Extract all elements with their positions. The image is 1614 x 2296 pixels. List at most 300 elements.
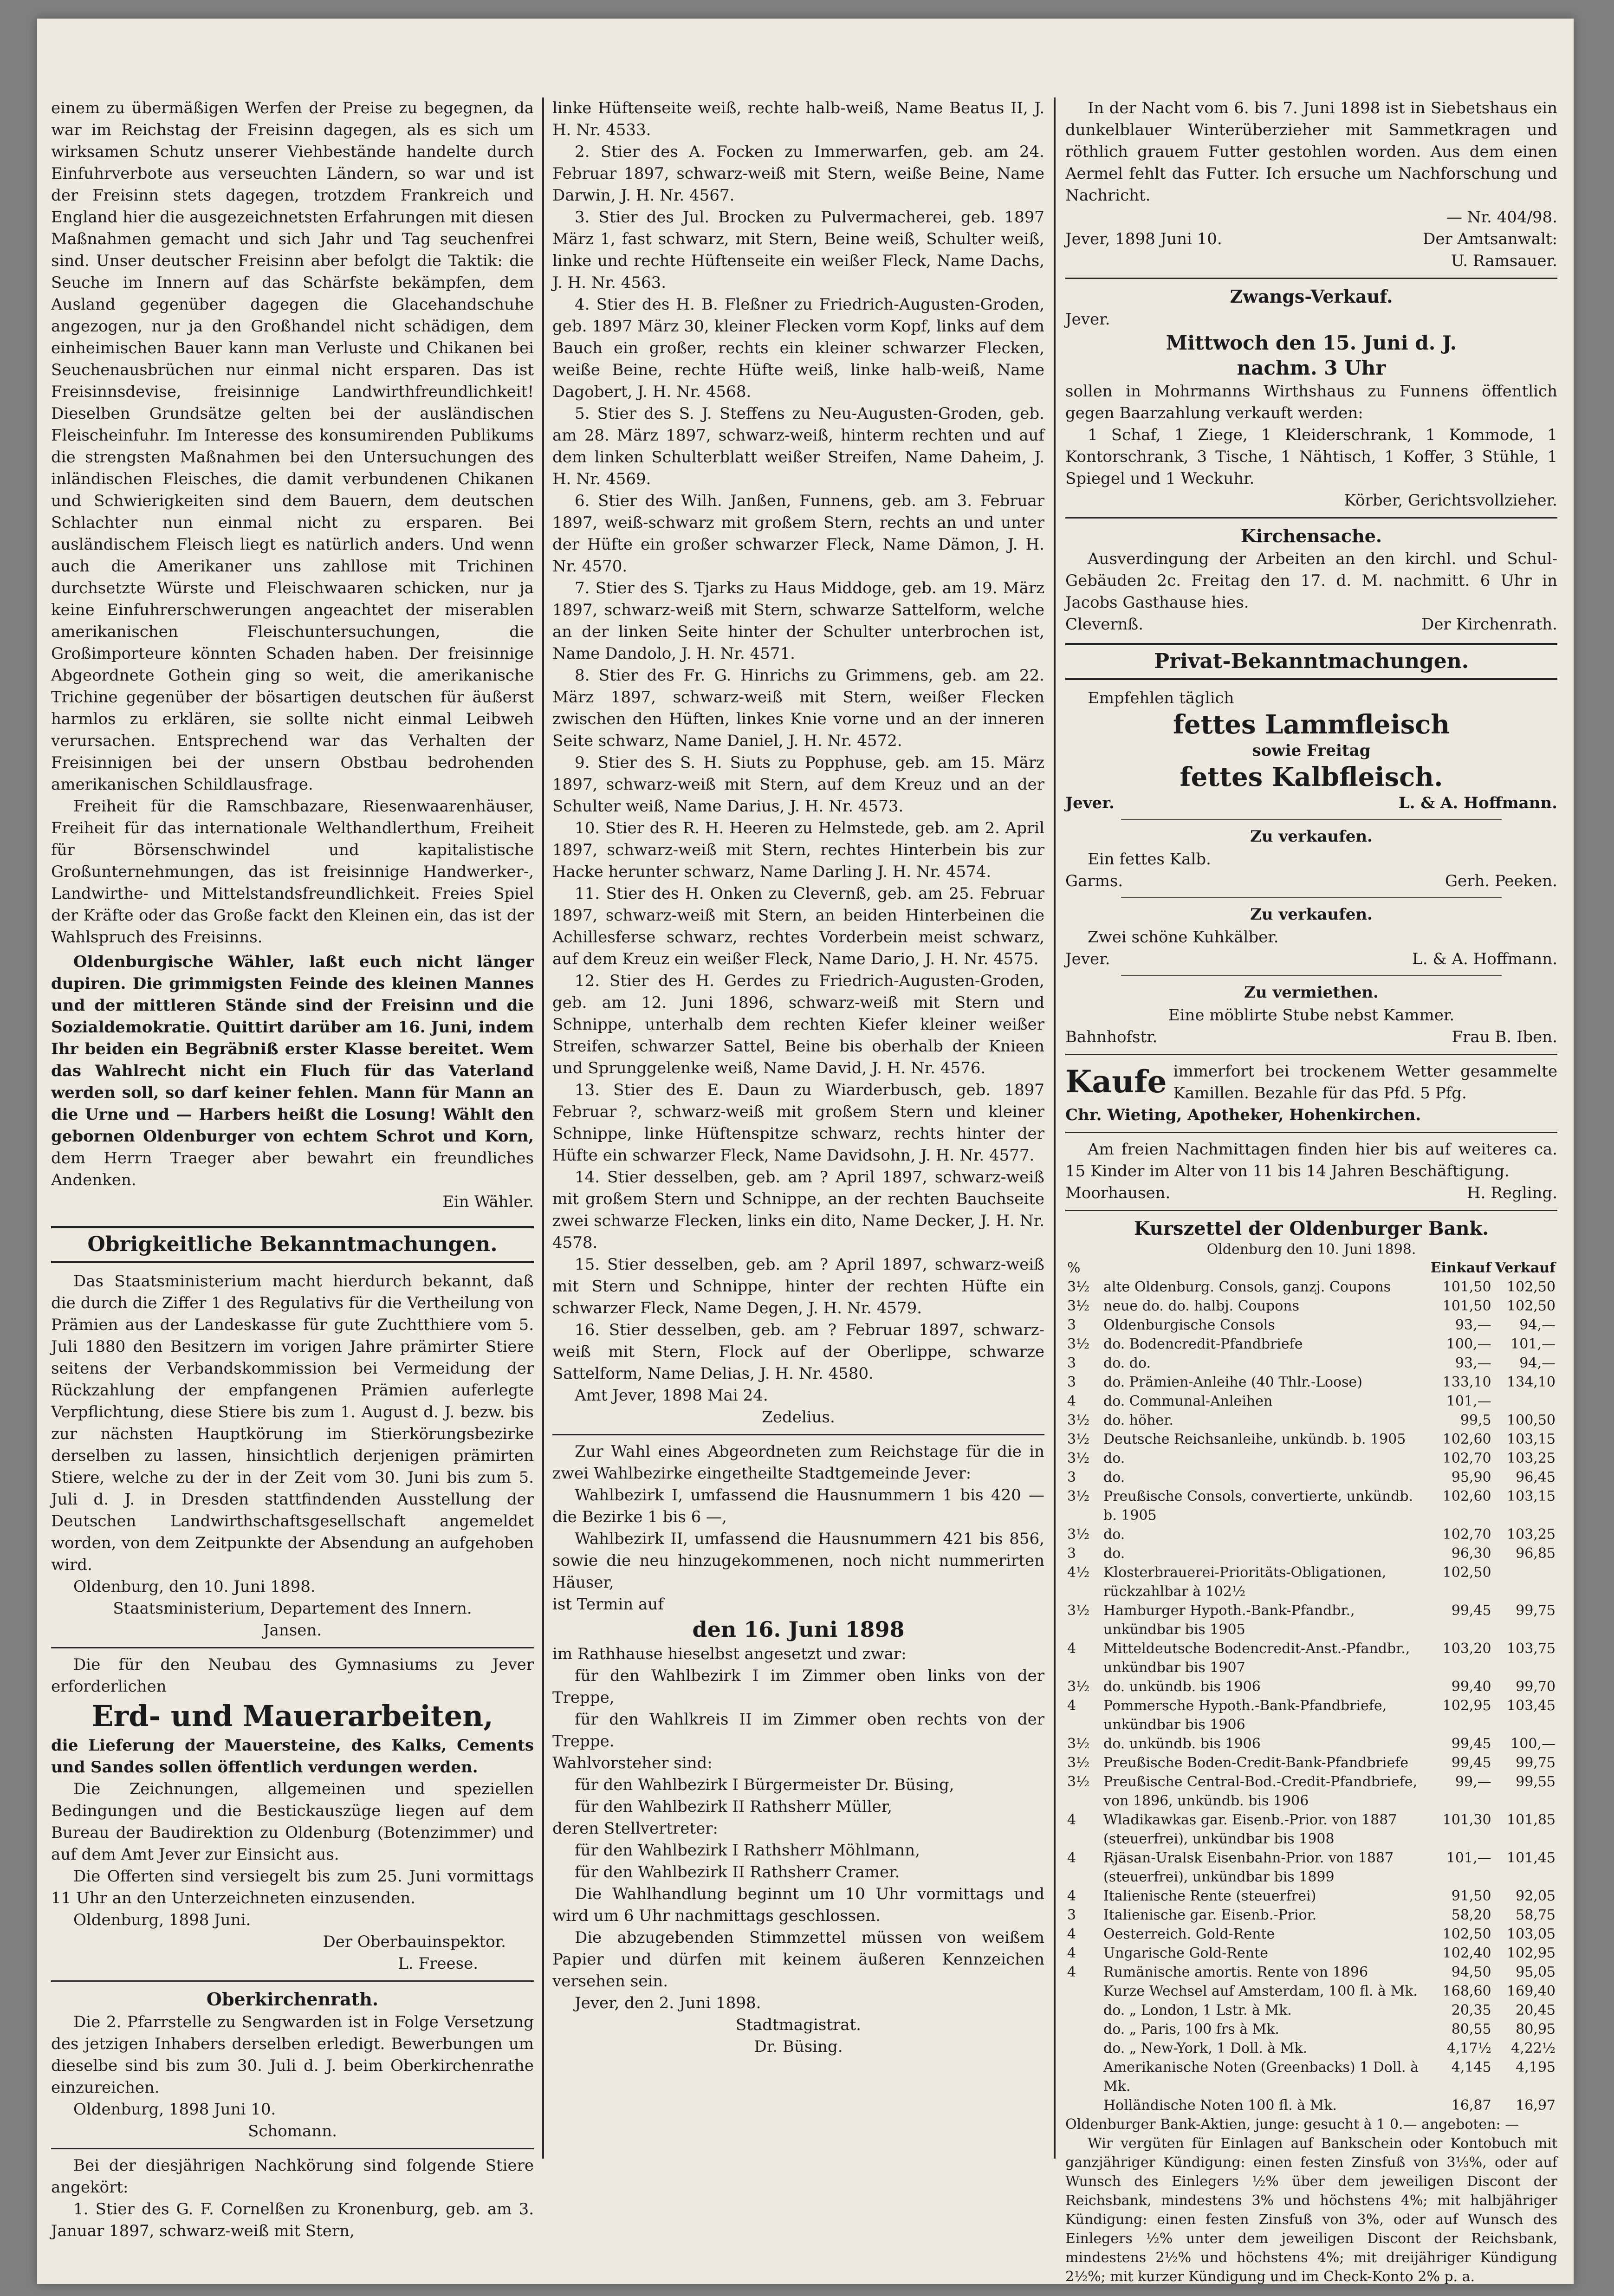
divider xyxy=(51,2148,534,2149)
signature: Ein Wähler. xyxy=(442,1193,534,1211)
newspaper-page xyxy=(37,19,1574,2284)
kurs-rate: 4 xyxy=(1067,1812,1076,1828)
list-item: 4. Stier des H. B. Fleßner zu Friedrich-Augusten-Groden, geb. 1897 März 30, kleiner Flecken vorm Kopf, links auf dem Bauch ein großer, rechts ein kleiner schwarzer Flecken, weiße Beine, rechte Hüfte weiß, linke halb-weiß, Name Dagobert, J. H. Nr. 4568. xyxy=(552,295,1044,401)
kurs-security: do. xyxy=(1103,1469,1125,1485)
kurs-sell: 101,45 xyxy=(1507,1850,1556,1866)
kurs-rate: 3½ xyxy=(1067,1431,1090,1447)
ad-text: Am freien Nachmittagen finden hier bis auf weiteres ca. 15 Kinder im Alter von 11 bis 14 Jahren Beschäftigung. xyxy=(1065,1140,1557,1180)
column-rule xyxy=(542,97,544,2159)
notice-text: Wahlbezirk I, umfassend die Hausnummern 1 bis 420 — die Bezirke 1 bis 6 —, xyxy=(552,1486,1044,1526)
table-row xyxy=(1065,1753,1557,1772)
kurs-buy: 99,— xyxy=(1455,1774,1491,1790)
kurs-security: do. unkündb. bis 1906 xyxy=(1103,1736,1261,1752)
ad-footer xyxy=(1065,1182,1557,1204)
kurs-sell: 96,85 xyxy=(1516,1545,1556,1562)
column-right xyxy=(1065,97,1557,2286)
kurs-sell: 103,15 xyxy=(1507,1431,1556,1447)
list-item: 12. Stier des H. Gerdes zu Friedrich-Augusten-Groden, geb. am 12. Juni 1896, schwarz-weiß mit Stern und Schnippe, unterhalb dem rechten Kiefer kleiner weißer Streifen, schwarzer Sattel, Beine bis oberhalb der Knieen und Sprunggelenke weiß, Name David, J. H. Nr. 4576. xyxy=(552,972,1044,1077)
kurs-buy: 80,55 xyxy=(1451,2021,1491,2037)
list-item: 16. Stier desselben, geb. am ? Februar 1897, schwarz-weiß mit Stern, Flock auf der Oberlippe, schwarze Sattelform, Name Delias, J. H. Nr. 4580. xyxy=(552,1321,1044,1383)
ad-text: immerfort bei trockenem Wetter gesammelte Kamillen. Bezahle für das Pfd. 5 Pfg. xyxy=(1173,1062,1557,1103)
table-row xyxy=(1065,1734,1557,1753)
table-row xyxy=(1065,1335,1557,1354)
notice-place: Clevernß. xyxy=(1065,615,1144,634)
table-row xyxy=(1065,1848,1557,1887)
notice-text: für den Wahlbezirk II Rathsherr Cramer. xyxy=(575,1863,900,1881)
kurs-rate: 3½ xyxy=(1067,1679,1090,1695)
kurs-buy: 102,50 xyxy=(1442,1926,1491,1942)
kurs-security: Oesterreich. Gold-Rente xyxy=(1103,1926,1275,1942)
kurs-security: Amerikanische Noten (Greenbacks) 1 Doll. à Mk. xyxy=(1103,2059,1419,2095)
ad-title: fettes Lammfleisch xyxy=(1173,709,1450,740)
section-heading: Obrigkeitliche Bekanntmachungen. xyxy=(51,1226,534,1263)
kurs-security: neue do. do. halbj. Coupons xyxy=(1103,1298,1300,1314)
table-row xyxy=(1065,1601,1557,1639)
divider xyxy=(1065,1132,1557,1133)
notice-date: Oldenburg, 1898 Juni 10. xyxy=(73,2100,276,2119)
kurs-sell: 103,75 xyxy=(1507,1641,1556,1657)
kurs-security: Wladikawkas gar. Eisenb.-Prior. von 1887 (steuerfrei), unkündbar bis 1908 xyxy=(1103,1812,1397,1847)
kurs-sell: 4,195 xyxy=(1516,2059,1556,2075)
ad-place: Jever. xyxy=(1065,950,1110,968)
kurs-sell: 94,— xyxy=(1519,1317,1556,1333)
kurs-rate: 4 xyxy=(1067,1393,1076,1409)
notice-text: ist Termin auf xyxy=(552,1595,664,1614)
notice-text: für den Wahlbezirk I Bürgermeister Dr. Büsing, xyxy=(575,1776,954,1794)
kurs-buy: 133,10 xyxy=(1442,1374,1491,1390)
kurs-security: do. „ New-York, 1 Doll. à Mk. xyxy=(1103,2040,1308,2056)
kurs-sell: 169,40 xyxy=(1507,1983,1556,1999)
table-row xyxy=(1065,1487,1557,1525)
kurs-security: Preußische Boden-Credit-Bank-Pfandbriefe xyxy=(1103,1755,1409,1771)
notice-date: Oldenburg, 1898 Juni. xyxy=(73,1911,251,1929)
kurs-security: Deutsche Reichsanleihe, unkündb. b. 1905 xyxy=(1103,1431,1406,1447)
divider xyxy=(552,1434,1044,1435)
kurs-security: do. unkündb. bis 1906 xyxy=(1103,1679,1261,1695)
notice-place: Jever. xyxy=(1065,310,1110,329)
list-item: 5. Stier des S. J. Steffens zu Neu-Augusten-Groden, geb. am 28. März 1897, schwarz-weiß, hinterm rechten und auf dem linken Schulterblatt weißer Streifen, Name Daheim, J. H. Nr. 4569. xyxy=(552,404,1044,488)
notice-text: deren Stellvertreter: xyxy=(552,1819,718,1838)
kurs-sell: 101,— xyxy=(1510,1336,1556,1352)
list-item: 2. Stier des A. Focken zu Immerwarfen, geb. am 24. Februar 1897, schwarz-weiß mit Stern, weiße Beine, Name Darwin, J. H. Nr. 4567. xyxy=(552,143,1044,205)
notice-authority: Staatsministerium, Departement des Innern. xyxy=(113,1599,472,1618)
ad-footer xyxy=(1065,870,1557,892)
section-heading: Oberkirchenrath. xyxy=(206,1989,379,2010)
kurs-security: Mitteldeutsche Bodencredit-Anst.-Pfandbr., unkündbar bis 1907 xyxy=(1103,1641,1410,1676)
kurs-sell: 94,— xyxy=(1519,1355,1556,1371)
kurs-security: Italienische gar. Eisenb.-Prior. xyxy=(1103,1907,1317,1923)
kurs-security: do. höher. xyxy=(1103,1412,1173,1428)
table-row xyxy=(1065,1906,1557,1925)
kurs-rate: 3 xyxy=(1067,1545,1076,1562)
table-row xyxy=(1065,2039,1557,2058)
ad-sign: Chr. Wieting, Apotheker, Hohenkirchen. xyxy=(1065,1106,1421,1124)
kurs-security: alte Oldenburg. Consols, ganzj. Coupons xyxy=(1103,1279,1391,1295)
list-item: 15. Stier desselben, geb. am ? April 1897, schwarz-weiß mit Stern und Schnippe, hinter der rechten Hüfte ein schwarzer Fleck, Name Degen, J. H. Nr. 4579. xyxy=(552,1255,1044,1317)
kurs-note: Wir vergüten für Einlagen auf Bankschein oder Kontobuch mit ganzjähriger Kündigung: einen festen Zinsfuß von 3⅓%, oder auf Wunsch des Einlegers ½% über dem jeweiligen Discont der Reichsbank, mindestens 3% und höchstens 4%; mit halbjähriger Kündigung: einen festen Zinsfuß von 3%, oder auf Wunsch des Einlegers ½% unter dem jeweiligen Discont der Reichsbank, mindestens 2½% und höchstens 4%; mit dreijähriger Kündigung 2½%; mit kurzer Kündigung und im Check-Konto 2% p. a. xyxy=(1065,2135,1557,2285)
kurs-sell xyxy=(1493,1392,1557,1411)
ad-heading: Zu vermiethen. xyxy=(1244,983,1379,1002)
table-row xyxy=(1065,1963,1557,1982)
ad-place: Garms. xyxy=(1065,872,1123,890)
notice-text: für den Wahlbezirk II Rathsherr Müller, xyxy=(575,1797,893,1816)
divider xyxy=(1121,819,1502,820)
ad-sign: L. & A. Hoffmann. xyxy=(1412,950,1557,968)
ad-sign: L. & A. Hoffmann. xyxy=(1398,794,1557,812)
kurs-buy: 99,45 xyxy=(1451,1602,1491,1619)
kurs-buy: 16,87 xyxy=(1451,2097,1491,2114)
kurs-rate: 3½ xyxy=(1067,1736,1090,1752)
kurs-buy: 102,70 xyxy=(1442,1450,1491,1466)
kurs-rate xyxy=(1065,2039,1102,2058)
auction-date: Mittwoch den 15. Juni d. J. xyxy=(1166,331,1457,354)
kurs-sell: 92,05 xyxy=(1516,1888,1556,1904)
kurs-rate xyxy=(1065,1982,1102,2001)
table-row xyxy=(1065,2001,1557,2020)
kurs-security: Ungarische Gold-Rente xyxy=(1103,1945,1268,1961)
kurs-rate xyxy=(1065,2096,1102,2115)
kurs-buy: 101,— xyxy=(1446,1850,1491,1866)
ad-kaufe xyxy=(1065,1061,1557,1104)
kurs-sell: 95,05 xyxy=(1516,1964,1556,1980)
kurs-rate: 3½ xyxy=(1067,1774,1090,1790)
table-row xyxy=(1065,1373,1557,1392)
kurs-sell: 99,75 xyxy=(1516,1755,1556,1771)
notice-text: die Lieferung der Mauersteine, des Kalks, Cements und Sandes sollen öffentlich verdungen werden. xyxy=(51,1736,534,1777)
kurs-sell: 103,45 xyxy=(1507,1698,1556,1714)
signature: Der Kirchenrath. xyxy=(1421,615,1557,634)
table-row xyxy=(1065,1887,1557,1906)
ad-heading: Zu verkaufen. xyxy=(1250,827,1373,846)
ad-sign: Frau B. Iben. xyxy=(1452,1028,1557,1046)
column-rule xyxy=(1054,97,1056,2159)
kurs-sell: 103,05 xyxy=(1507,1926,1556,1942)
table-row xyxy=(1065,1696,1557,1734)
kurs-rate: 4 xyxy=(1067,1698,1076,1714)
kurs-buy: 95,90 xyxy=(1451,1469,1491,1485)
kurs-rate xyxy=(1065,2058,1102,2096)
table-row xyxy=(1065,1411,1557,1430)
notice-text: Wahlvorsteher sind: xyxy=(552,1754,713,1772)
kurs-security: Preußische Consols, convertierte, unkündb. b. 1905 xyxy=(1103,1488,1413,1524)
notice-text: für den Wahlbezirk I Rathsherr Möhlmann, xyxy=(575,1841,920,1860)
kurs-buy: 99,45 xyxy=(1451,1755,1491,1771)
kurs-buy: 102,60 xyxy=(1442,1431,1491,1447)
ad-sign: Gerh. Peeken. xyxy=(1445,872,1557,890)
kurs-buy: 94,50 xyxy=(1451,1964,1491,1980)
auction-time: nachm. 3 Uhr xyxy=(1237,357,1386,379)
kurs-security: Kurze Wechsel auf Amsterdam, 100 fl. à Mk. xyxy=(1103,1983,1418,1999)
notice-authority: Der Amtsanwalt: xyxy=(1423,230,1557,248)
divider xyxy=(1065,1054,1557,1055)
list-item: 8. Stier des Fr. G. Hinrichs zu Grimmens, geb. am 22. März 1897, schwarz-weiß mit Stern, weißer Flecken zwischen den Hüften, linkes Knie vorne und an der inneren Seite schwarz, Name Daniel, J. H. Nr. 4572. xyxy=(552,666,1044,750)
list-item: 11. Stier des H. Onken zu Clevernß, geb. am 25. Februar 1897, schwarz-weiß mit Stern, an beiden Hinterbeinen die Achillesferse schwarz, rechtes Vorderbein meist schwarz, auf dem Kreuz ein weißer Fleck, Name Dario, J. H. Nr. 4575. xyxy=(552,884,1044,968)
kurs-security: Oldenburgische Consols xyxy=(1103,1317,1275,1333)
notice-text: Wahlbezirk II, umfassend die Hausnummern 421 bis 856, sowie die neu hinzugekommenen, noch nicht nummerirten Häuser, xyxy=(552,1530,1044,1592)
kurs-buy: 102,60 xyxy=(1442,1488,1491,1505)
kurszettel-table xyxy=(1065,1258,1557,2115)
kurs-sell: 102,50 xyxy=(1507,1298,1556,1314)
table-row xyxy=(1065,2020,1557,2039)
kurs-rate: 3 xyxy=(1067,1317,1076,1333)
kurs-rate: 4½ xyxy=(1067,1564,1090,1581)
kurs-buy: 101,30 xyxy=(1442,1812,1491,1828)
ad-footer xyxy=(1065,792,1557,814)
kurs-sell: 99,70 xyxy=(1516,1679,1556,1695)
table-row xyxy=(1065,1525,1557,1544)
kurs-sell: 99,55 xyxy=(1516,1774,1556,1790)
notice-text: Die Offerten sind versiegelt bis zum 25. Juni vormittags 11 Uhr an den Unterzeichneten einzusenden. xyxy=(51,1867,534,1907)
kurs-sell: 96,45 xyxy=(1516,1469,1556,1485)
kurs-security: do. Prämien-Anleihe (40 Thlr.-Loose) xyxy=(1103,1374,1362,1390)
kurs-rate xyxy=(1065,2001,1102,2020)
list-item: 3. Stier des Jul. Brocken zu Pulvermacherei, geb. 1897 März 1, fast schwarz, mit Stern, Beine weiß, Schulter weiß, linke und rechte Hüftenseite ein weißer Fleck, Name Dachs, J. H. Nr. 4563. xyxy=(552,208,1044,292)
kurs-security: Italienische Rente (steuerfrei) xyxy=(1103,1888,1316,1904)
election-date: den 16. Juni 1898 xyxy=(692,1617,905,1642)
notice-text: Die abzugebenden Stimmzettel müssen von weißem Papier und dürfen mit keinem äußeren Kennzeichen versehen sein. xyxy=(552,1928,1044,1991)
kurs-rate: 3½ xyxy=(1067,1412,1090,1428)
kurs-sell: 80,95 xyxy=(1516,2021,1556,2037)
kurs-security: Pommersche Hypoth.-Bank-Pfandbriefe, unkündbar bis 1906 xyxy=(1103,1698,1387,1733)
kurs-rate: 4 xyxy=(1067,1926,1076,1942)
divider xyxy=(1121,975,1502,976)
table-row xyxy=(1065,1925,1557,1944)
kurs-rate: 4 xyxy=(1067,1641,1076,1657)
kurs-rate: 4 xyxy=(1067,1945,1076,1961)
ad-title: fettes Kalbfleisch. xyxy=(1180,762,1443,792)
notice-authority: Stadtmagistrat. xyxy=(736,2016,861,2034)
notice-text: für den Wahlbezirk I im Zimmer oben links von der Treppe, xyxy=(552,1667,1044,1707)
kurs-rate: 3½ xyxy=(1067,1488,1090,1505)
kurs-rate: 3 xyxy=(1067,1374,1076,1390)
section-heading: Kirchensache. xyxy=(1240,525,1382,546)
kurs-buy: 102,95 xyxy=(1442,1698,1491,1714)
table-row xyxy=(1065,1677,1557,1696)
kurs-buy: 20,35 xyxy=(1451,2002,1491,2018)
notice-date: Jever, den 2. Juni 1898. xyxy=(575,1994,761,2012)
kurs-security: Rjäsan-Uralsk Eisenbahn-Prior. von 1887 (steuerfrei), unkündbar bis 1899 xyxy=(1103,1850,1394,1885)
ad-footer xyxy=(1065,1026,1557,1048)
kurs-security: do. Communal-Anleihen xyxy=(1103,1393,1273,1409)
notice-number: — Nr. 404/98. xyxy=(1446,208,1557,227)
table-row xyxy=(1065,1449,1557,1468)
kurs-sell: 102,50 xyxy=(1507,1279,1556,1295)
kurs-security: do. do. xyxy=(1103,1355,1151,1371)
ad-text: sowie Freitag xyxy=(1252,741,1371,760)
kurs-security: Preußische Central-Bod.-Credit-Pfandbriefe, von 1896, unkündb. bis 1906 xyxy=(1103,1774,1418,1809)
kurs-buy: 96,30 xyxy=(1451,1545,1491,1562)
divider xyxy=(1065,278,1557,279)
notice-date: Jever, 1898 Juni 10. xyxy=(1065,230,1222,248)
table-row xyxy=(1065,1982,1557,2001)
kurs-rate: 4 xyxy=(1067,1850,1076,1866)
list-item: 6. Stier des Wilh. Janßen, Funnens, geb. am 3. Februar 1897, weiß-schwarz mit großem Stern, rechts an und unter der Hüfte ein großer schwarzer Fleck, Name Dämon, J. H. Nr. 4570. xyxy=(552,492,1044,576)
notice-text: sollen in Mohrmanns Wirthshaus zu Funnens öffentlich gegen Baarzahlung verkauft werden: xyxy=(1065,382,1557,422)
kurs-sell: 102,95 xyxy=(1507,1945,1556,1961)
table-row xyxy=(1065,1316,1557,1335)
notice-text: Die Wahlhandlung beginnt um 10 Uhr vormittags und wird um 6 Uhr nachmittags geschlossen. xyxy=(552,1885,1044,1925)
table-row xyxy=(1065,2096,1557,2115)
kurs-buy: 103,20 xyxy=(1442,1641,1491,1657)
kurs-buy: 101,50 xyxy=(1442,1279,1491,1295)
kurs-buy: 99,40 xyxy=(1451,1679,1491,1695)
kurs-buy: 99,5 xyxy=(1460,1412,1491,1428)
kurs-sell: 16,97 xyxy=(1516,2097,1556,2114)
kurs-security: do. Bodencredit-Pfandbriefe xyxy=(1103,1336,1303,1352)
kurs-security: do. xyxy=(1103,1526,1125,1543)
kurs-sell: 4,22½ xyxy=(1511,2040,1556,2056)
kurs-sell: 99,75 xyxy=(1516,1602,1556,1619)
notice-text: Zur Wahl eines Abgeordneten zum Reichstage für die in zwei Wahlbezirke eingetheilte Stadtgemeinde Jever: xyxy=(552,1442,1044,1483)
kurs-rate: 3½ xyxy=(1067,1526,1090,1543)
kurs-buy: 101,— xyxy=(1446,1393,1491,1409)
table-row xyxy=(1065,1639,1557,1677)
ad-place: Bahnhofstr. xyxy=(1065,1028,1158,1046)
kurs-sell: 103,15 xyxy=(1507,1488,1556,1505)
kurs-buy: 4,145 xyxy=(1451,2059,1491,2075)
ad-footer xyxy=(1065,948,1557,970)
ad-heading: Zu verkaufen. xyxy=(1250,905,1373,924)
table-row xyxy=(1065,1297,1557,1316)
list-item: 9. Stier des S. H. Siuts zu Popphuse, geb. am 15. März 1897, schwarz-weiß mit Stern, auf dem Kreuz und an der Schulter weiß, Name Darius, J. H. Nr. 4573. xyxy=(552,753,1044,816)
table-row xyxy=(1065,2058,1557,2096)
ad-text: Zwei schöne Kuhkälber. xyxy=(1088,928,1279,947)
notice-text: für den Wahlkreis II im Zimmer oben rechts von der Treppe. xyxy=(552,1710,1044,1751)
notice-footer xyxy=(1065,228,1557,250)
kurs-sell: 101,85 xyxy=(1507,1812,1556,1828)
signature: U. Ramsauer. xyxy=(1451,252,1557,270)
ad-sign: H. Regling. xyxy=(1467,1184,1557,1202)
kurs-buy: 102,40 xyxy=(1442,1945,1491,1961)
kurs-sell: 100,— xyxy=(1510,1736,1556,1752)
kurs-security: Hamburger Hypoth.-Bank-Pfandbr., unkündbar bis 1905 xyxy=(1103,1602,1355,1638)
kurs-rate: 3½ xyxy=(1067,1602,1090,1619)
kurs-security: Klosterbrauerei-Prioritäts-Obligationen, rückzahlbar à 102½ xyxy=(1103,1564,1387,1600)
section-heading: Privat-Bekanntmachungen. xyxy=(1065,643,1557,680)
kurs-sell: 134,10 xyxy=(1507,1374,1556,1390)
section-heading: Zwangs-Verkauf. xyxy=(1230,286,1393,307)
article-text: Freiheit für die Ramschbazare, Riesenwaarenhäuser, Freiheit für das internationale Welthandlerthum, Freiheit für Börsenschwindel und kapitalistische Großunternehmungen, das ist freisinnige Handwerker-, Landwirthe- und Mittelstandsfreundlichkeit. Freies Spiel der Kräfte oder das Große fackt den Kleinen ein, das ist der Wahlspruch des Freisinns. xyxy=(51,797,534,947)
kurs-security: do. „ London, 1 Lstr. à Mk. xyxy=(1103,2002,1292,2018)
notice-text: Bei der diesjährigen Nachkörung sind folgende Stiere angekört: xyxy=(51,2156,534,2197)
list-item: 13. Stier des E. Daun zu Wiarderbusch, geb. 1897 Februar ?, schwarz-weiß mit großem Stern und kleiner Schnippe, linke Hüftenspitze schwarz, rechts hinter der Hüfte ein schwarzer Fleck, Name Davidsohn, J. H. Nr. 4577. xyxy=(552,1081,1044,1165)
kurs-rate: 3 xyxy=(1067,1355,1076,1371)
kurs-buy: 58,20 xyxy=(1451,1907,1491,1923)
kurs-security: do. „ Paris, 100 frs à Mk. xyxy=(1103,2021,1280,2037)
notice-text: Ausverdingung der Arbeiten an den kirchl. und Schul-Gebäuden 2c. Freitag den 17. d. M. nachmitt. 6 Uhr in Jacobs Gasthause hies. xyxy=(1065,550,1557,612)
list-item: 10. Stier des R. H. Heeren zu Helmstede, geb. am 2. April 1897, schwarz-weiß mit Stern, rechtes Hinterbein bis zur Hacke herunter schwarz, Name Darling J. H. Nr. 4574. xyxy=(552,819,1044,881)
notice-title: Erd- und Mauerarbeiten, xyxy=(91,1699,493,1733)
kurs-security: Rumänische amortis. Rente von 1896 xyxy=(1103,1964,1368,1980)
notice-text: Die 2. Pfarrstelle zu Sengwarden ist in Folge Versetzung des jetzigen Inhabers derselben erledigt. Bewerbungen um dieselbe sind bis zum 30. Juli d. J. beim Oberkirchenrathe einzureichen. xyxy=(51,2013,534,2097)
kurs-sell: 58,75 xyxy=(1516,1907,1556,1923)
notice-date: Oldenburg, den 10. Juni 1898. xyxy=(73,1577,316,1596)
kurs-rate: 3½ xyxy=(1067,1336,1090,1352)
ad-text: Ein fettes Kalb. xyxy=(1088,850,1211,869)
list-item: 7. Stier des S. Tjarks zu Haus Middoge, geb. am 19. März 1897, schwarz-weiß mit Stern, schwarze Sattelform, welche an der linken Seite hinter der Schulter unterbrochen ist, Name Dandolo, J. H. Nr. 4571. xyxy=(552,579,1044,663)
kurs-rate: 3 xyxy=(1067,1907,1076,1923)
ad-text: Eine möblirte Stube nebst Kammer. xyxy=(1168,1006,1455,1025)
kurs-date: Oldenburg den 10. Juni 1898. xyxy=(1206,1241,1416,1258)
section-heading: Kurszettel der Oldenburger Bank. xyxy=(1134,1218,1489,1239)
kurs-rate xyxy=(1065,2020,1102,2039)
kurs-buy: 100,— xyxy=(1446,1336,1491,1352)
kurs-sell: 103,25 xyxy=(1507,1450,1556,1466)
table-row xyxy=(1065,1430,1557,1449)
table-row xyxy=(1065,1772,1557,1810)
table-body xyxy=(1065,1278,1557,2115)
notice-text: Die Zeichnungen, allgemeinen und speziellen Bedingungen und die Bestickauszüge liegen auf dem Bureau der Baudirektion zu Oldenburg (Botenzimmer) und auf dem Amt Jever zur Einsicht aus. xyxy=(51,1780,534,1864)
signature: Dr. Büsing. xyxy=(754,2037,843,2056)
kurs-sell: 20,45 xyxy=(1516,2002,1556,2018)
notice-text: im Rathhause hieselbst angesetzt und zwar: xyxy=(552,1645,907,1663)
kurs-rate: 3½ xyxy=(1067,1755,1090,1771)
table-row xyxy=(1065,1392,1557,1411)
kurs-rate: 4 xyxy=(1067,1888,1076,1904)
table-row xyxy=(1065,1544,1557,1563)
kurs-buy: 102,50 xyxy=(1442,1564,1491,1581)
kurs-rate: 3½ xyxy=(1067,1298,1090,1314)
kurs-rate: 3 xyxy=(1067,1469,1076,1485)
kurs-buy: 93,— xyxy=(1455,1317,1491,1333)
table-header: % Einkauf Verkauf xyxy=(1067,1260,1556,1276)
signature: Jansen. xyxy=(263,1621,322,1640)
kurs-rate: 4 xyxy=(1067,1964,1076,1980)
ad-title: Kaufe xyxy=(1065,1064,1167,1100)
kurs-buy: 93,— xyxy=(1455,1355,1491,1371)
table-row xyxy=(1065,1810,1557,1848)
table-row xyxy=(1065,1354,1557,1373)
notice-date: Amt Jever, 1898 Mai 24. xyxy=(575,1386,768,1405)
kurs-footnote: Oldenburger Bank-Aktien, junge: gesucht à 1 0.— angeboten: — xyxy=(1065,2116,1519,2133)
kurs-security: Holländische Noten 100 fl. à Mk. xyxy=(1103,2097,1337,2114)
kurs-security: do. xyxy=(1103,1545,1125,1562)
signature: Schomann. xyxy=(248,2122,337,2140)
kurs-sell: 100,50 xyxy=(1507,1412,1556,1428)
ad-text: Empfehlen täglich xyxy=(1088,689,1234,707)
divider xyxy=(1121,897,1502,898)
list-item: 1. Stier des G. F. Cornelßen zu Kronenburg, geb. am 3. Januar 1897, schwarz-weiß mit Stern, xyxy=(51,2200,534,2240)
divider xyxy=(51,1647,534,1648)
list-item: linke Hüftenseite weiß, rechte halb-weiß, Name Beatus II, J. H. Nr. 4533. xyxy=(552,99,1044,139)
notice-authority: Der Oberbauinspektor. xyxy=(323,1933,506,1951)
article-text: einem zu übermäßigen Werfen der Preise zu begegnen, da war im Reichstag der Freisinn dagegen, als es sich um wirksamen Schutz unserer Viehbestände handelte durch Einfuhrverbote aus verseuchten Ländern, so war und ist der Freisinn stets dagegen, trotzdem Frankreich und England hier die ausgezeichnetsten Erfahrungen mit diesen Maßnahmen gemacht und sich Jahr und Tag seuchenfrei sind. Unser deutscher Freisinn aber befolgt die Taktik: die Seuche im Innern auf das Schärfste bekämpfen, dem Ausland gegenüber dagegen die Glacehandschuhe angezogen, nur ja den Großhandel nicht schädigen, dem einheimischen Bauer kann man Verluste und Chikanen bei Seuchenausbrüchen nur einmal nicht ersparen. Das ist Freisinnsdevise, freisinnige Landwirthfreundlichkeit! Dieselben Grundsätze gelten bei der ausländischen Fleischeinfuhr. Im Interesse des konsumirenden Publikums die strengsten Maßnahmen bei den Untersuchungen des inländischen Fleisches, die damit verbundenen Chikanen und Schwierigkeiten sind dem Bauern, dem deutschen Schlachter nun einmal nicht zu ersparen. Bei ausländischem Fleisch liegt es natürlich anders. Und wenn auch die Amerikaner uns zahllose mit Trichinen durchsetzte Würste und Fleischwaaren schicken, nur ja keine Einfuhrerschwerungen angeachtet der miserablen amerikanischen Fleischuntersuchungen, die Großimporteure könnten Schaden haben. Der freisinnige Abgeordnete Gothein ging so weit, die amerikanische Trichine gegenüber der bösartigen deutschen für äußerst harmlos zu erklären, sie sollte nicht einmal Leibweh verursachen. Entsprechend war das Verhalten der Freisinnigen bei der unsern Obstbau bedrohenden amerikanischen Schildlausfrage. xyxy=(51,99,534,794)
kurs-buy: 102,70 xyxy=(1442,1526,1491,1543)
column-middle xyxy=(552,97,1044,2058)
table-row xyxy=(1065,1468,1557,1487)
kurs-buy: 168,60 xyxy=(1442,1983,1491,1999)
kurs-buy: 4,17½ xyxy=(1446,2040,1491,2056)
kurs-security: do. xyxy=(1103,1450,1125,1466)
kurs-rate: 3½ xyxy=(1067,1450,1090,1466)
notice-text: 1 Schaf, 1 Ziege, 1 Kleiderschrank, 1 Kommode, 1 Kontorschrank, 3 Tische, 1 Nähtisch, 1 Koffer, 3 Stühle, 1 Spiegel und 1 Weckuhr. xyxy=(1065,426,1557,488)
column-left xyxy=(51,97,534,2242)
signature: L. Freese. xyxy=(398,1954,478,1973)
election-appeal: Oldenburgische Wähler, laßt euch nicht länger dupiren. Die grimmigsten Feinde des kleinen Mannes und der mittleren Stände sind der Freisinn und die Sozialdemokratie. Quittirt darüber am 16. Juni, indem Ihr beiden ein Begräbniß erster Klasse bereitet. Wem das Wahlrecht nicht ein Fluch für das Vaterland werden soll, so darf keiner fehlen. Mann für Mann an die Urne und — Harbers heißt die Losung! Wählt den gebornen Oldenburger von echtem Schrot und Korn, dem Herrn Traeger aber bewahrt ein freundliches Andenken. xyxy=(51,953,534,1189)
signature: Zedelius. xyxy=(762,1408,835,1427)
kurs-rate: 3½ xyxy=(1067,1279,1090,1295)
divider xyxy=(51,1980,534,1982)
table-row xyxy=(1065,1563,1557,1601)
notice-text: In der Nacht vom 6. bis 7. Juni 1898 ist in Siebetshaus ein dunkelblauer Winterüberzieher mit Sammetkragen und röthlich grauem Futter gestohlen worden. Aus dem einen Aermel fehlt das Futter. Ich ersuche um Nachforschung und Nachricht. xyxy=(1065,99,1557,205)
signature: Körber, Gerichtsvollzieher. xyxy=(1344,491,1557,510)
notice-text: Das Staatsministerium macht hierdurch bekannt, daß die durch die Ziffer 1 des Regulativs für die Vertheilung von Prämien aus der Landeskasse für gute Zuchtthiere vom 5. Juli 1880 den Besitzern im vorigen Jahre prämirter Stiere seitens der Verbandskommission bei Vermeidung der Rückzahlung der empfangenen Prämien auferlegte Verpflichtung, diese Stiere bis zum 1. August d. J. bezw. bis zur nächsten Hauptkörung im Stierkörungsbezirke derselben zu lassen, hinsichtlich derjenigen prämirten Stiere, welche zu der in der Zeit vom 30. Juni bis zum 5. Juli d. J. in Dresden stattfindenden Ausstellung der Deutschen Landwirthschaftsgesellschaft angemeldet worden, von dem Zeitpunkte der Absendung an aufgehoben wird. xyxy=(51,1272,534,1574)
ad-place: Jever. xyxy=(1065,794,1115,812)
kurs-buy: 99,45 xyxy=(1451,1736,1491,1752)
kurs-sell xyxy=(1493,1563,1557,1601)
divider xyxy=(1065,1210,1557,1211)
divider xyxy=(1065,517,1557,519)
